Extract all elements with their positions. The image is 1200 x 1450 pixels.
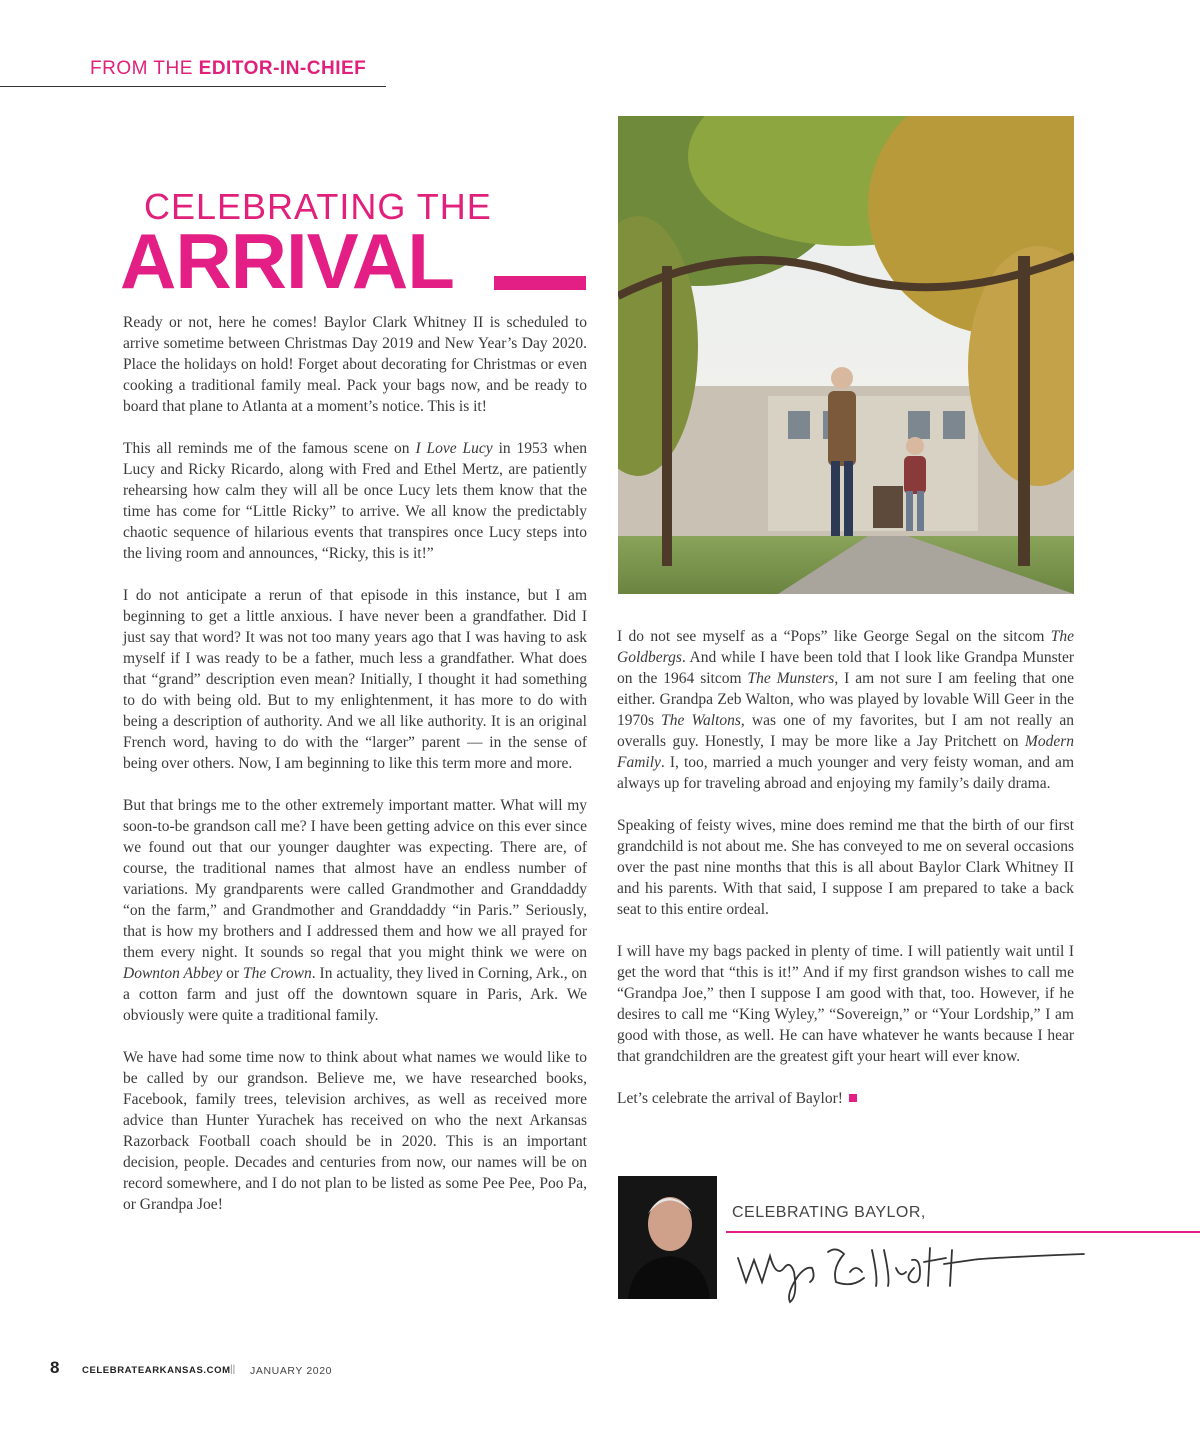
title-reference: Modern Family [617,733,1074,771]
title-reference: The Crown [242,965,312,982]
paragraph-text: . In actuality, they lived in Corning, Ark., on a cotton farm and just off the downtown square in Paris, Ark. We obviously were quite a traditional family. [123,965,587,1024]
body-paragraph [123,312,587,417]
title-reference: The Goldbergs [617,628,1074,666]
header-rule [0,86,386,87]
headline-accent-bar [494,276,586,290]
title-reference: I Love Lucy [415,440,493,457]
body-paragraph [617,815,1074,920]
section-header-prefix: FROM THE [90,58,199,79]
page-number: 8 [50,1358,60,1377]
author-portrait [618,1176,717,1299]
body-paragraph [123,585,587,774]
section-header-bold: EDITOR-IN-CHIEF [198,58,367,79]
signoff-rule [726,1231,1200,1233]
section-header [90,58,366,80]
end-of-article-mark [849,1094,857,1102]
body-paragraph [617,626,1074,794]
paragraph-text: We have had some time now to think about what names we would like to be called by our grandson. Believe me, we have researched books, Facebook, family trees, television archives, as well as received more advice than Hunter Yurachek has received on who the next Arkansas Razorback Football coach should be in 2020. This is an important decision, people. Decades and centuries from now, our names will be on record somewhere, and I do not plan to be listed as some Pee Pee, Poo Pa, or Grandpa Joe! [123,1049,587,1213]
signoff-label: CELEBRATING BAYLOR, [732,1204,926,1221]
body-paragraph [617,941,1074,1067]
body-paragraph [123,795,587,1026]
title-reference: The Waltons [661,712,741,729]
closing-text: Let’s celebrate the arrival of Baylor! [617,1090,843,1107]
paragraph-text: , I am not sure I am feeling that one either. Grandpa Zeb Walton, who was played by lovable Will Geer in the 1970s [617,670,1074,729]
paragraph-text: I will have my bags packed in plenty of time. I will patiently wait until I get the word that “this is it!” And if my first grandson wishes to call me “Grandpa Joe,” then I suppose I am good with that, too. However, if he desires to call me “King Wyley,” “Sovereign,” or “Your Lordship,” I am good with those, as well. He can have whatever he wants because I hear that grandchildren are the greatest gift your heart will ever know. [617,943,1074,1065]
footer-date: JANUARY 2020 [250,1365,333,1377]
body-paragraph [123,1047,587,1215]
headline-kicker: CELEBRATING THE [144,186,492,227]
paragraph-text: This all reminds me of the famous scene on [123,440,416,457]
paragraph-text: . And while I have been told that I look like Grandpa Munster on the 1964 sitcom [617,649,1074,687]
paragraph-text: I do not anticipate a rerun of that episode in this instance, but I am beginning to get a little anxious. I have never been a grandfather. Did I just say that word? It was not too many years ago that I was having to ask myself if I was ready to be a father, much less a grandfather. What does that “grand” description even mean? Initially, I thought it had something to do with being old. But to my enlightenment, it has more to do with being a description of authority. And we all like authority. It is an original French word, having to do with the “larger” parent — in the sense of being over others. Now, I am beginning to like this term more and more. [123,587,587,772]
closing-paragraph [617,1088,1074,1109]
paragraph-text: But that brings me to the other extremely important matter. What will my soon-to-be grandson call me? I have been getting advice on this ever since we found out that our younger daughter was expecting. There are, of course, the traditional names that almost have an endless number of variations. My grandparents were called Grandmother and Granddaddy “on the farm,” and Grandmother and Granddaddy “in Paris.” Seriously, that is how my brothers and I addressed them and how we all prayed for them every night. It sounds so regal that you might think we were on [123,797,587,961]
headline: ARRIVAL [120,217,454,305]
body-paragraph [123,438,587,564]
article-right-column [617,626,1074,1130]
footer-site: CELEBRATEARKANSAS.COM [82,1365,231,1376]
paragraph-text: Ready or not, here he comes! Baylor Clark Whitney II is scheduled to arrive sometime between Christmas Day 2019 and New Year’s Day 2020. Place the holidays on hold! Forget about decorating for Christmas or even cooking a traditional family meal. Pack your bags now, and be ready to board that plane to Atlanta at a moment’s notice. This is it! [123,314,587,415]
paragraph-text: Speaking of feisty wives, mine does remind me that the birth of our first grandchild is not about me. She has conveyed to me on several occasions over the past nine months that this is all about Baylor Clark Whitney II and his parents. With that said, I suppose I am prepared to take a back seat to this entire ordeal. [617,817,1074,918]
title-reference: The Munsters [747,670,835,687]
title-reference: Downton Abbey [123,965,223,982]
paragraph-text: . I, too, married a much younger and very feisty woman, and am always up for traveling abroad and enjoying my family’s daily drama. [617,754,1074,792]
paragraph-text: I do not see myself as a “Pops” like George Segal on the sitcom [617,628,1051,645]
author-signature [732,1238,1092,1306]
article-left-column [123,312,587,1236]
hero-photo [618,116,1074,594]
paragraph-text: in 1953 when Lucy and Ricky Ricardo, along with Fred and Ethel Mertz, are patiently rehearsing how calm they will all be once Lucy lets them know that the time has come for “Little Ricky” to arrive. We all know the predictably chaotic sequence of hilarious events that transpires once Lucy steps into the living room and announces, “Ricky, this is it!” [123,440,588,562]
footer-separator: || [230,1364,236,1375]
paragraph-text: , was one of my favorites, but I am not really an overalls guy. Honestly, I may be more like a Jay Pritchett on [617,712,1074,750]
paragraph-text: or [222,965,243,982]
